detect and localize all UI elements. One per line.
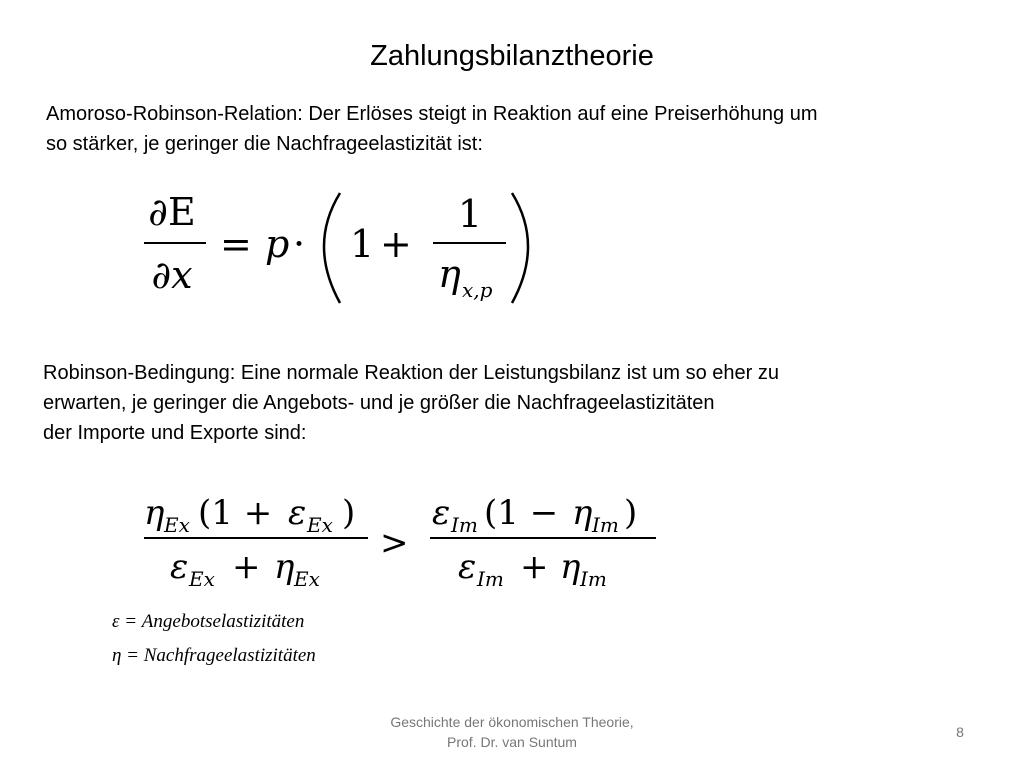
lhs-den-epsilon: ε xyxy=(170,547,189,587)
lhs-den-epsilon-subscript: Ex xyxy=(189,567,215,590)
lhs-close-bracket: ) xyxy=(342,493,356,533)
slide-title: Zahlungsbilanztheorie xyxy=(370,40,654,72)
legend-eta: η = Nachfrageelastizitäten xyxy=(112,645,316,666)
lhs-epsilon-subscript: Ex xyxy=(307,513,333,537)
rhs-den-epsilon-subscript: Im xyxy=(477,567,504,590)
eta-subscript: x,p xyxy=(462,278,493,302)
lhs-eta-subscript: Ex xyxy=(164,513,190,537)
rhs-open-bracket: (1 − xyxy=(484,493,559,533)
legend-epsilon: ε = Angebotselastizitäten xyxy=(112,611,305,632)
paragraph-line: erwarten, je geringer die Angebots- und je größer die Nachfrageelastizitäten xyxy=(43,392,715,414)
rhs-eta: η xyxy=(572,493,593,533)
footer-line: Geschichte der ökonomischen Theorie, xyxy=(390,714,634,730)
lhs-open-bracket: (1 + xyxy=(198,493,273,533)
robinson-bedingung-paragraph xyxy=(43,358,983,448)
lhs-epsilon: ε xyxy=(288,493,307,533)
left-paren xyxy=(324,193,340,303)
paragraph-line: Robinson-Bedingung: Eine normale Reaktion der Leistungsbilanz ist um so eher zu xyxy=(43,362,779,384)
rhs-den-eta-subscript: Im xyxy=(580,567,607,590)
rhs-den-plus: + xyxy=(520,547,549,587)
greater-than-sign: > xyxy=(380,523,409,563)
paragraph-line: Amoroso-Robinson-Relation: Der Erlöses steigt in Reaktion auf eine Preiserhöhung um xyxy=(46,103,818,125)
rhs-epsilon: ε xyxy=(432,493,451,533)
eta-symbol: η xyxy=(438,252,461,296)
plus-sign: + xyxy=(380,222,412,266)
lhs-den-eta-subscript: Ex xyxy=(294,567,320,590)
rhs-den-eta: η xyxy=(560,547,581,587)
multiply-dot: · xyxy=(293,222,306,266)
formula-numerator: ∂E xyxy=(148,190,196,234)
amoroso-robinson-paragraph xyxy=(46,99,986,159)
robinson-condition-formula xyxy=(140,486,670,590)
lhs-eta: η xyxy=(144,493,165,533)
page-number: 8 xyxy=(956,724,964,740)
equals-sign: = xyxy=(220,222,252,266)
paragraph-line: so stärker, je geringer die Nachfrageelastizität ist: xyxy=(46,133,483,155)
formula-denominator: ∂x xyxy=(151,253,193,297)
rhs-den-epsilon: ε xyxy=(458,547,477,587)
one: 1 xyxy=(350,222,375,266)
rhs-epsilon-subscript: Im xyxy=(451,513,478,537)
inner-numerator: 1 xyxy=(457,192,483,236)
amoroso-robinson-formula xyxy=(140,185,540,310)
lhs-den-eta: η xyxy=(274,547,295,587)
rhs-eta-subscript: Im xyxy=(592,513,619,537)
slide-footer xyxy=(312,712,712,752)
right-paren xyxy=(512,193,528,303)
lhs-den-plus: + xyxy=(232,547,261,587)
paragraph-line: der Importe und Exporte sind: xyxy=(43,422,307,444)
footer-line: Prof. Dr. van Suntum xyxy=(447,734,577,750)
rhs-close-bracket: ) xyxy=(624,493,638,533)
price-symbol: p xyxy=(265,222,290,266)
